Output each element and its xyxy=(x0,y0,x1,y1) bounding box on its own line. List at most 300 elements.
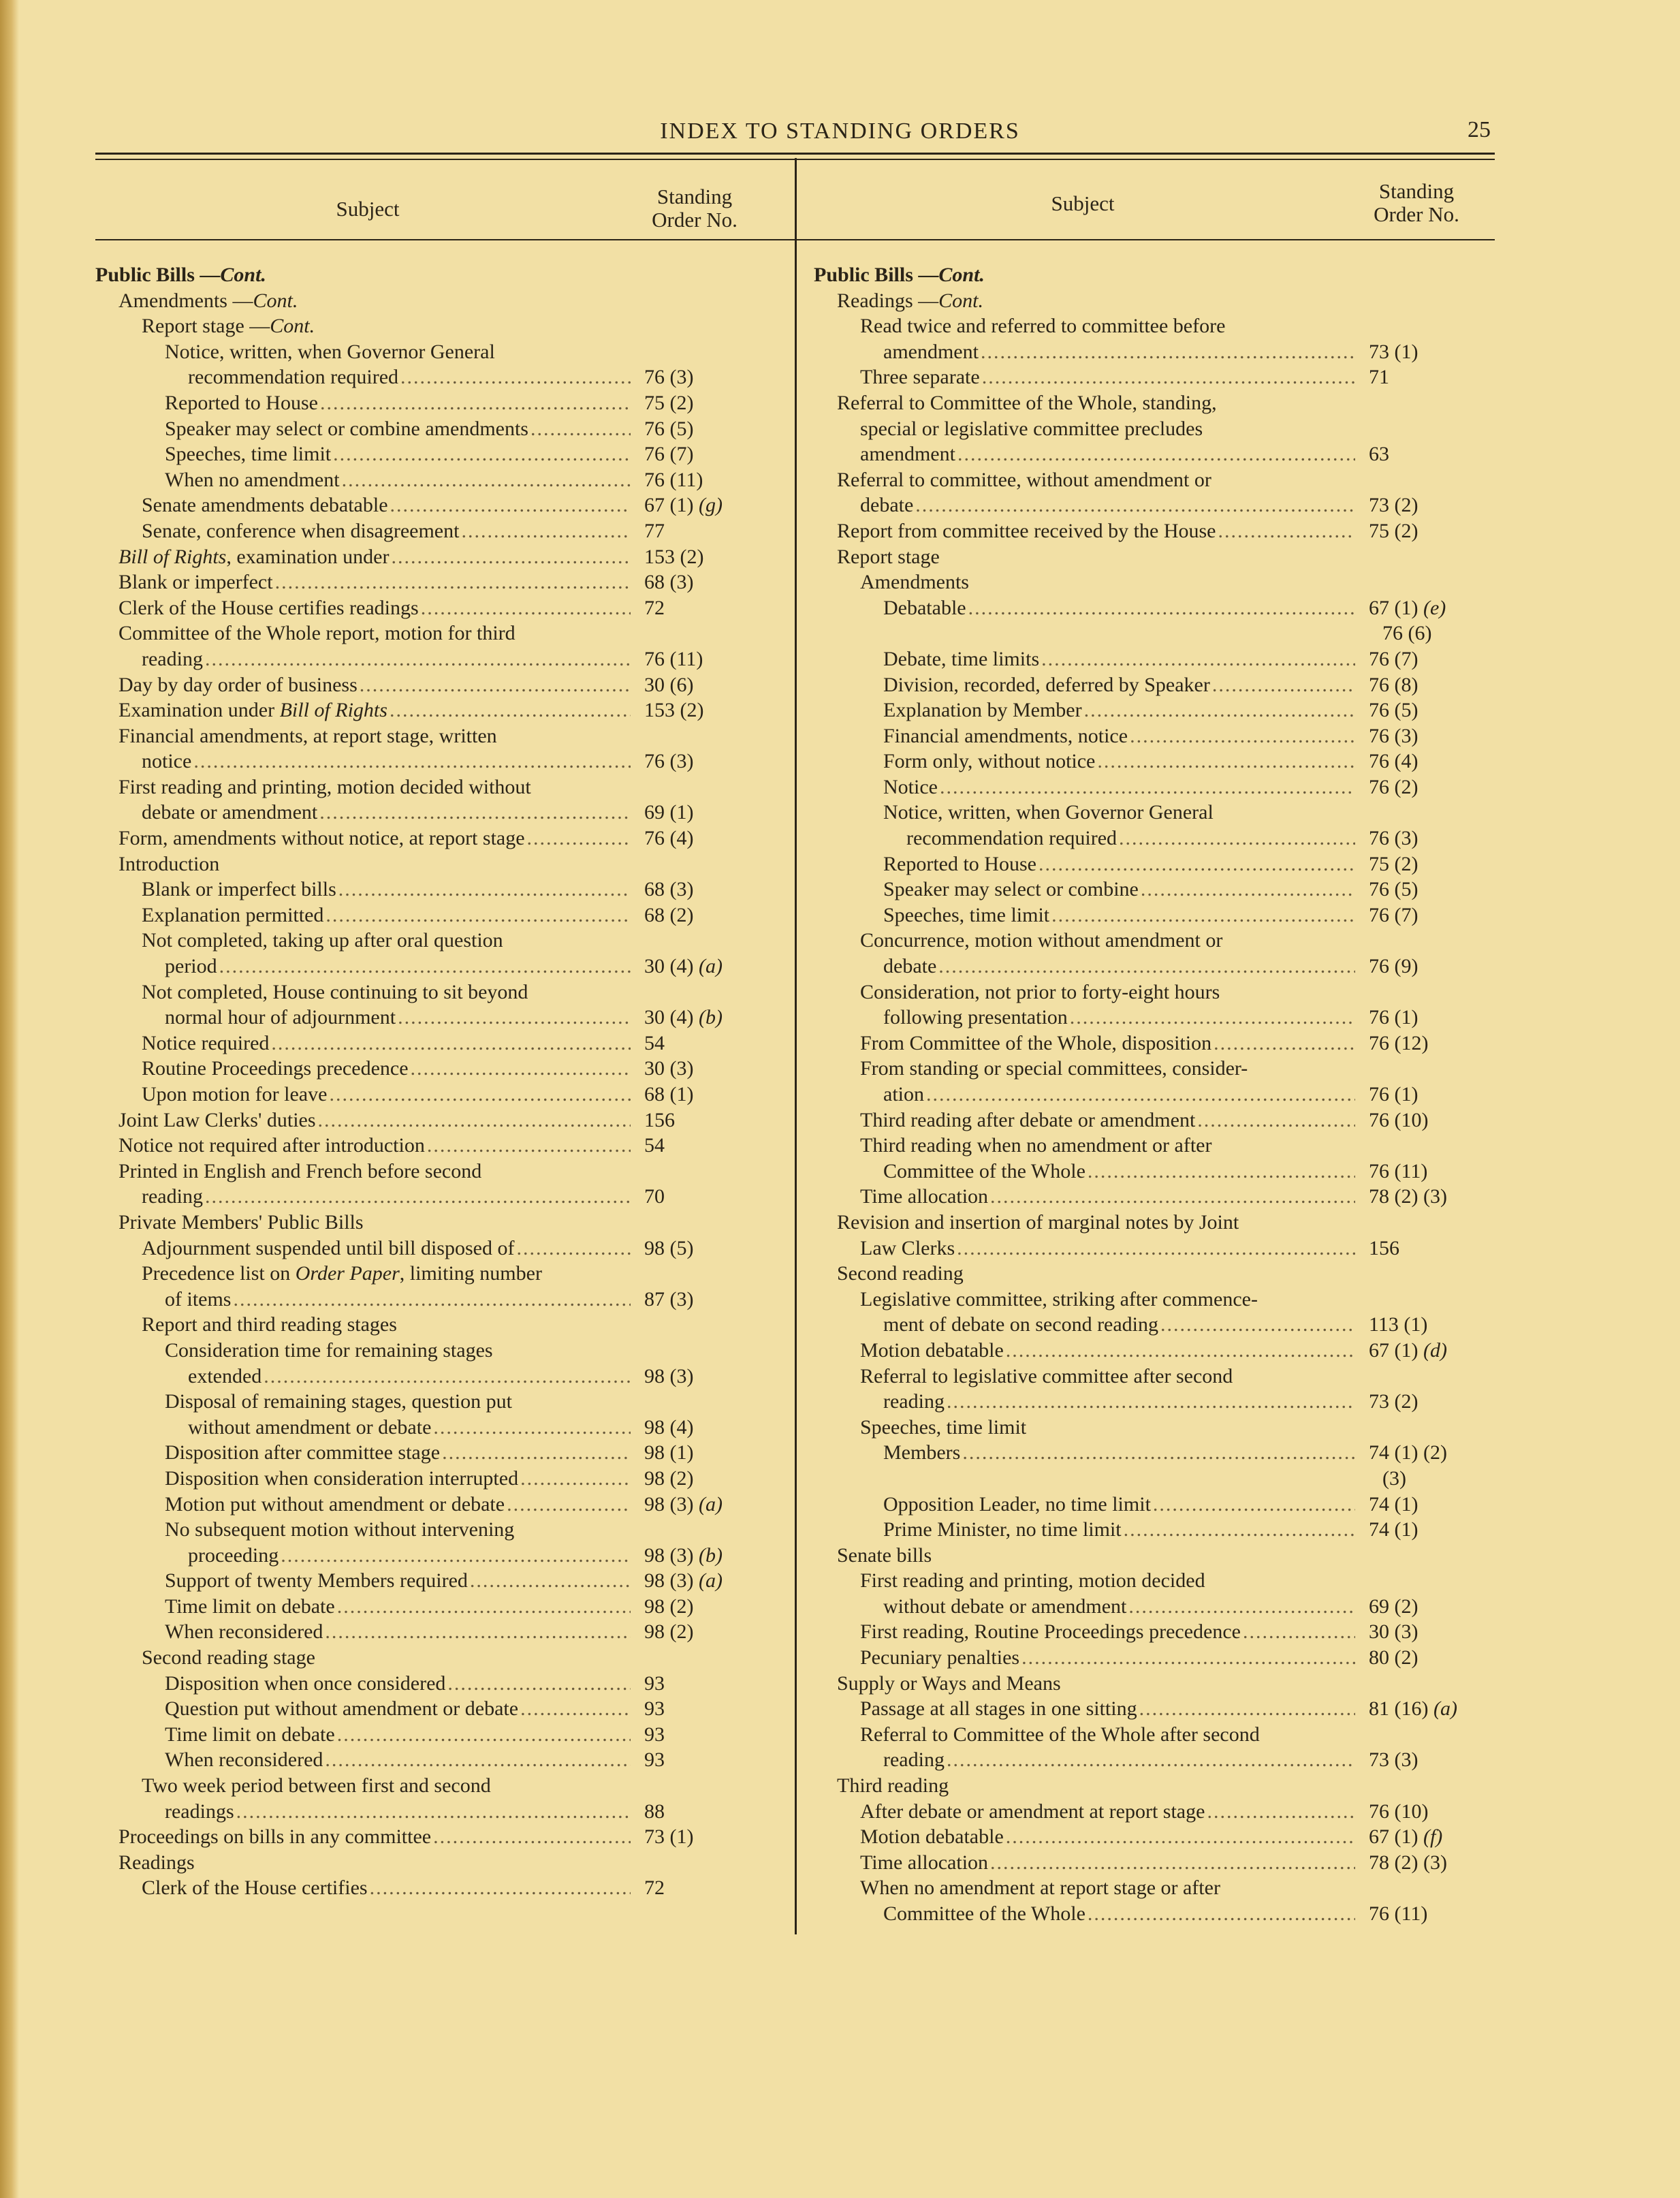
entry-text: When reconsidered xyxy=(165,1620,323,1644)
entry-text: Upon motion for leave xyxy=(142,1083,328,1105)
leader-dots xyxy=(433,1415,631,1441)
index-entry xyxy=(814,1722,1495,1773)
leader-dots xyxy=(370,1875,631,1901)
standing-order-ref: 81 (16) (a) xyxy=(1369,1697,1457,1721)
entry-text: debate or amendment xyxy=(142,801,318,824)
standing-order-ref: 54 xyxy=(644,1134,665,1157)
index-entry xyxy=(95,262,790,288)
leader-dots xyxy=(938,954,1355,979)
entry-text: Senate, conference when disagreement xyxy=(142,519,460,542)
entry-text: Introduction xyxy=(118,852,220,875)
leader-dots xyxy=(1041,646,1355,672)
leader-dots xyxy=(1097,749,1355,774)
index-entry xyxy=(814,749,1495,774)
index-entry xyxy=(814,697,1495,723)
entry-text: Passage at all stages in one sitting xyxy=(860,1697,1137,1721)
index-entry xyxy=(95,467,790,493)
standing-order-ref: 76 (3) xyxy=(1369,724,1419,747)
entry-text: Day by day order of business xyxy=(118,673,358,696)
entry-text: Motion put without amendment or debate xyxy=(165,1492,505,1516)
standing-order-ref: 93 xyxy=(644,1697,665,1721)
index-entry xyxy=(95,288,790,314)
entry-text: When no amendment xyxy=(165,468,340,491)
standing-order-ref: 98 (3) (a) xyxy=(644,1569,723,1592)
entry-text: Debatable xyxy=(883,596,966,619)
entry-text: When reconsidered xyxy=(165,1748,323,1772)
standing-order-ref: 67 (1) (d) xyxy=(1369,1338,1447,1362)
entry-text: amendment xyxy=(860,443,955,466)
entry-text: Members xyxy=(883,1441,961,1464)
standing-order-ref: 73 (3) xyxy=(1369,1748,1419,1772)
standing-order-ref: 93 xyxy=(644,1671,665,1695)
index-entry xyxy=(95,1850,790,1876)
leader-dots xyxy=(527,826,631,851)
standing-order-ref: 76 (5) xyxy=(644,417,694,440)
leader-dots xyxy=(329,1082,631,1108)
entry-text: Third reading xyxy=(837,1774,949,1797)
index-entry xyxy=(814,800,1495,851)
entry-text: Referral to legislative committee after second xyxy=(860,1364,1233,1387)
standing-order-ref: 78 (2) (3) xyxy=(1369,1185,1447,1208)
standing-order-ref: 76 (12) xyxy=(1369,1031,1429,1054)
entry-text: Amendments xyxy=(860,571,969,594)
leader-dots xyxy=(957,1236,1355,1261)
index-entry xyxy=(814,1031,1495,1056)
standing-order-ref: 76 (4) xyxy=(644,827,694,850)
entry-text: reading xyxy=(883,1390,945,1413)
standing-order-ref: 54 xyxy=(644,1031,665,1054)
standing-order-ref: 87 (3) xyxy=(644,1287,694,1310)
entry-text: Division, recorded, deferred by Speaker xyxy=(883,673,1210,696)
leader-dots xyxy=(1088,1901,1355,1927)
standing-order-ref: 76 (3) xyxy=(644,366,694,389)
entry-text: Prime Minister, no time limit xyxy=(883,1518,1122,1541)
standing-order-ref: 76 (10) xyxy=(1369,1800,1429,1823)
index-entry xyxy=(814,313,1495,364)
entry-text: recommendation required xyxy=(188,366,399,389)
entry-text: Report stage —Cont. xyxy=(142,315,315,338)
entry-text: Three separate xyxy=(860,366,980,389)
index-entry xyxy=(814,851,1495,877)
index-entry xyxy=(95,518,790,544)
index-entry xyxy=(814,569,1495,595)
entry-text: Time allocation xyxy=(860,1851,989,1874)
entry-text: ation xyxy=(883,1083,924,1106)
index-entry xyxy=(814,390,1495,467)
entry-text: Support of twenty Members required xyxy=(165,1569,468,1592)
leader-dots xyxy=(1088,1159,1355,1184)
entry-text: Bill of Rights, examination under xyxy=(118,545,390,568)
standing-order-ref: 93 xyxy=(644,1723,665,1746)
index-entry xyxy=(814,1133,1495,1184)
entry-text: debate xyxy=(883,955,937,978)
index-entry xyxy=(95,774,790,826)
entry-text: proceeding xyxy=(188,1543,279,1567)
standing-order-ref: 98 (2) xyxy=(644,1620,694,1644)
entry-text: Senate amendments debatable xyxy=(142,494,388,517)
leader-dots xyxy=(271,1031,631,1056)
index-entry xyxy=(95,723,790,774)
leader-dots xyxy=(193,749,631,774)
standing-order-ref: 76 (1) xyxy=(1369,1083,1419,1106)
entry-text: Form only, without notice xyxy=(883,750,1096,773)
index-entry xyxy=(814,1671,1495,1697)
leader-dots xyxy=(337,1722,631,1748)
standing-order-ref: 68 (3) xyxy=(644,571,694,594)
header-rule-top xyxy=(95,153,1495,155)
leader-dots xyxy=(325,1747,631,1773)
index-entry xyxy=(814,1108,1495,1133)
entry-text: ment of debate on second reading xyxy=(883,1313,1159,1336)
standing-order-ref: 98 (4) xyxy=(644,1415,694,1439)
index-entry xyxy=(95,1389,790,1440)
leader-dots xyxy=(264,1364,631,1390)
leader-dots xyxy=(1139,1696,1355,1722)
standing-order-ref: 80 (2) xyxy=(1369,1646,1419,1669)
leader-dots xyxy=(400,364,631,390)
leader-dots xyxy=(947,1747,1355,1773)
leader-dots xyxy=(990,1184,1355,1210)
index-entry xyxy=(95,595,790,621)
index-entry xyxy=(814,1210,1495,1261)
leader-dots xyxy=(333,441,631,467)
index-entry xyxy=(814,877,1495,902)
entry-text: Report and third reading stages xyxy=(142,1313,397,1336)
index-entry xyxy=(95,1747,790,1773)
index-entry xyxy=(814,1568,1495,1619)
entry-text: Committee of the Whole report, motion for third xyxy=(118,622,516,645)
entry-text: Proceedings on bills in any committee xyxy=(118,1825,432,1849)
leader-dots xyxy=(1006,1824,1355,1850)
index-entry xyxy=(95,928,790,979)
entry-text: of items xyxy=(165,1287,232,1310)
entry-text: extended xyxy=(188,1364,262,1387)
index-entry xyxy=(814,1364,1495,1415)
standing-order-ref: 73 (2) xyxy=(1369,1390,1419,1413)
standing-order-ref: 88 xyxy=(644,1800,665,1823)
standing-order-ref: 72 xyxy=(644,596,665,619)
standing-order-ref: 76 (2) xyxy=(1369,775,1419,798)
index-entry xyxy=(814,1850,1495,1876)
entry-text: Precedence list on Order Paper, limiting number xyxy=(142,1262,542,1285)
index-entry xyxy=(814,774,1495,800)
leader-dots xyxy=(940,774,1355,800)
standing-order-ref: 156 xyxy=(644,1108,675,1131)
entry-text: Second reading stage xyxy=(142,1646,315,1669)
entry-text: Third reading when no amendment or after xyxy=(860,1134,1212,1157)
index-entry xyxy=(814,902,1495,928)
right-subject-heading: Subject xyxy=(1051,191,1115,215)
standing-order-ref: 76 (5) xyxy=(1369,878,1419,901)
standing-order-ref: 153 (2) xyxy=(644,545,704,568)
entry-text: Disposition when consideration interrupted xyxy=(165,1466,519,1490)
entry-text: Explanation permitted xyxy=(142,903,324,926)
page-header-title: INDEX TO STANDING ORDERS xyxy=(660,119,1020,144)
leader-dots xyxy=(461,518,631,544)
leader-dots xyxy=(1197,1108,1355,1133)
index-entry xyxy=(814,1056,1495,1107)
entry-text: Blank or imperfect bills xyxy=(142,878,336,901)
entry-text: Debate, time limits xyxy=(883,647,1040,670)
entry-text: Speeches, time limit xyxy=(860,1415,1027,1439)
entry-text: Legislative committee, striking after commence- xyxy=(860,1287,1258,1310)
entry-text: Notice required xyxy=(142,1031,270,1054)
entry-text: notice xyxy=(142,750,192,773)
leader-dots xyxy=(360,672,631,698)
index-entry xyxy=(95,1722,790,1748)
entry-text: Read twice and referred to committee before xyxy=(860,315,1226,338)
entry-text: Pecuniary penalties xyxy=(860,1646,1020,1669)
entry-text: Notice, written, when Governor General xyxy=(165,340,495,363)
index-entry xyxy=(814,1492,1495,1518)
leader-dots xyxy=(1218,518,1355,544)
standing-order-ref: 69 (2) xyxy=(1369,1595,1419,1618)
entry-text: Committee of the Whole xyxy=(883,1902,1085,1926)
entry-text: Consideration, not prior to forty-eight hours xyxy=(860,980,1220,1003)
standing-order-ref: 30 (4) (b) xyxy=(644,1006,723,1029)
entry-text: Printed in English and French before second xyxy=(118,1159,482,1182)
entry-text: Private Members' Public Bills xyxy=(118,1210,364,1234)
index-entry xyxy=(814,1773,1495,1799)
leader-dots xyxy=(947,1389,1355,1415)
index-entry xyxy=(95,851,790,877)
standing-order-ref: 77 xyxy=(644,519,665,542)
standing-order-ref: 73 (2) xyxy=(1369,494,1419,517)
entry-text: Concurrence, motion without amendment or xyxy=(860,929,1223,952)
entry-text: Two week period between first and second xyxy=(142,1774,491,1797)
standing-order-ref: 98 (2) xyxy=(644,1466,694,1490)
index-entry xyxy=(95,1824,790,1850)
leader-dots xyxy=(391,544,631,570)
entry-text: Routine Proceedings precedence xyxy=(142,1057,409,1080)
leader-dots xyxy=(530,416,631,442)
index-entry xyxy=(95,1159,790,1210)
leader-dots xyxy=(1124,1517,1355,1543)
leader-dots xyxy=(1021,1645,1355,1671)
leader-dots xyxy=(411,1056,631,1082)
entry-text: Speaker may select or combine xyxy=(883,878,1139,901)
standing-order-ref: 98 (3) (b) xyxy=(644,1543,723,1567)
entry-text: Not completed, taking up after oral question xyxy=(142,929,503,952)
entry-text: Examination under Bill of Rights xyxy=(118,699,387,722)
leader-dots xyxy=(390,492,631,518)
standing-order-ref: 76 (1) xyxy=(1369,1006,1419,1029)
entry-text: period xyxy=(165,955,217,978)
entry-text: Reported to House xyxy=(165,391,318,414)
entry-text: First reading and printing, motion decided without xyxy=(118,775,531,798)
entry-text: Time limit on debate xyxy=(165,1723,335,1746)
entry-text: Report from committee received by the House xyxy=(837,519,1216,542)
entry-text: Revision and insertion of marginal notes by Joint xyxy=(837,1210,1239,1234)
standing-order-ref: 76 (10) xyxy=(1369,1108,1429,1131)
entry-text: Financial amendments, notice xyxy=(883,724,1128,747)
standing-order-ref: 113 (1) xyxy=(1369,1313,1428,1336)
entry-text: without amendment or debate xyxy=(188,1415,432,1439)
index-entry xyxy=(95,1492,790,1518)
index-entry xyxy=(814,262,1495,288)
index-entry xyxy=(95,1568,790,1594)
standing-order-ref: 76 (3) xyxy=(644,750,694,773)
standing-order-ref: 76 (7) xyxy=(644,443,694,466)
index-entry xyxy=(95,1645,790,1671)
leader-dots xyxy=(398,1005,631,1031)
leader-dots xyxy=(1214,1031,1355,1056)
leader-dots xyxy=(1130,723,1355,749)
entry-text: Disposition when once considered xyxy=(165,1671,446,1695)
entry-text: Consideration time for remaining stages xyxy=(165,1338,493,1362)
leader-dots xyxy=(447,1671,631,1697)
index-entry xyxy=(95,1108,790,1133)
entry-text: amendment xyxy=(883,340,979,363)
index-entry xyxy=(814,595,1495,646)
index-entry xyxy=(95,390,790,416)
index-entry xyxy=(95,1875,790,1901)
standing-order-ref: 74 (1) xyxy=(1369,1518,1419,1541)
standing-order-ref: 74 (1) (2) xyxy=(1369,1441,1447,1464)
index-entry xyxy=(814,1543,1495,1569)
leader-dots xyxy=(205,646,631,672)
entry-text: Adjournment suspended until bill disposed of xyxy=(142,1236,515,1259)
index-entry xyxy=(95,697,790,723)
right-standing-heading: Standing Order No. xyxy=(1374,179,1459,226)
entry-text: Disposal of remaining stages, question put xyxy=(165,1390,512,1413)
leader-dots xyxy=(990,1850,1355,1876)
leader-dots xyxy=(1051,902,1355,928)
leader-dots xyxy=(1207,1799,1355,1825)
index-entry xyxy=(95,902,790,928)
standing-order-ref: 30 (3) xyxy=(1369,1620,1419,1644)
entry-text: Law Clerks xyxy=(860,1236,955,1259)
index-entry xyxy=(814,1287,1495,1338)
entry-text: following presentation xyxy=(883,1006,1068,1029)
entry-text: When no amendment at report stage or after xyxy=(860,1877,1220,1900)
index-entry xyxy=(814,646,1495,672)
leader-dots xyxy=(326,902,631,928)
standing-order-ref: 98 (2) xyxy=(644,1595,694,1618)
leader-dots xyxy=(433,1824,631,1850)
entry-text: Opposition Leader, no time limit xyxy=(883,1492,1151,1516)
index-entry xyxy=(95,1696,790,1722)
leader-dots xyxy=(390,697,631,723)
leader-dots xyxy=(520,1466,631,1492)
entry-text: Notice, written, when Governor General xyxy=(883,801,1214,824)
leader-dots xyxy=(1153,1492,1355,1518)
index-entry xyxy=(95,1031,790,1056)
entry-text: First reading, Routine Proceedings precedence xyxy=(860,1620,1241,1644)
index-entry xyxy=(95,672,790,698)
entry-text: reading xyxy=(883,1748,945,1772)
standing-order-ref: 30 (6) xyxy=(644,673,694,696)
standing-order-ref: 76 (7) xyxy=(1369,647,1419,670)
leader-dots xyxy=(915,492,1355,518)
entry-text: Motion debatable xyxy=(860,1825,1004,1849)
standing-order-ref: 68 (1) xyxy=(644,1083,694,1105)
leader-dots xyxy=(1006,1338,1355,1364)
entry-text: Clerk of the House certifies readings xyxy=(118,596,419,619)
entry-text: From Committee of the Whole, disposition xyxy=(860,1031,1212,1054)
entry-text: Speaker may select or combine amendments xyxy=(165,417,528,440)
standing-order-ref: 76 (5) xyxy=(1369,699,1419,722)
leader-dots xyxy=(337,1594,631,1620)
entry-text: Public Bills —Cont. xyxy=(95,264,266,286)
standing-order-ref: 76 (11) xyxy=(1369,1159,1428,1182)
index-entry xyxy=(95,621,790,672)
standing-order-ref: 73 (1) xyxy=(644,1825,694,1849)
entry-text: After debate or amendment at report stage xyxy=(860,1800,1205,1823)
index-entry xyxy=(814,1799,1495,1825)
left-standing-heading: Standing Order No. xyxy=(652,185,738,232)
index-entry xyxy=(95,1671,790,1697)
leader-dots xyxy=(516,1236,631,1261)
leader-dots xyxy=(421,595,631,621)
entry-text: Senate bills xyxy=(837,1543,932,1567)
standing-order-ref: 68 (3) xyxy=(644,878,694,901)
index-entry xyxy=(814,1645,1495,1671)
entry-text: Readings —Cont. xyxy=(837,289,984,312)
entry-text: Referral to Committee of the Whole, standing, xyxy=(837,391,1217,414)
index-entry xyxy=(814,1338,1495,1364)
index-entry xyxy=(95,416,790,442)
leader-dots xyxy=(1070,1005,1355,1031)
entry-text: Form, amendments without notice, at report stage xyxy=(118,827,525,850)
index-entry xyxy=(95,1466,790,1492)
column-divider xyxy=(795,158,797,1934)
standing-order-ref: 67 (1) (g) xyxy=(644,494,723,517)
leader-dots xyxy=(962,1440,1355,1466)
index-entry xyxy=(95,877,790,902)
entry-text: Financial amendments, at report stage, written xyxy=(118,724,497,747)
standing-order-ref: 69 (1) xyxy=(644,801,694,824)
entry-text: From standing or special committees, consider- xyxy=(860,1057,1248,1080)
index-entry xyxy=(814,672,1495,698)
entry-text: Supply or Ways and Means xyxy=(837,1671,1061,1695)
standing-order-ref-continued: (3) xyxy=(1382,1466,1406,1490)
index-entry xyxy=(95,569,790,595)
standing-order-ref: 71 xyxy=(1369,366,1389,389)
leader-dots xyxy=(318,1108,631,1133)
page-edge xyxy=(0,0,19,2198)
index-entry xyxy=(814,1619,1495,1645)
entry-text: Disposition after committee stage xyxy=(165,1441,441,1464)
leader-dots xyxy=(442,1440,631,1466)
index-entry xyxy=(814,1415,1495,1441)
standing-order-ref: 76 (7) xyxy=(1369,903,1419,926)
entry-text: reading xyxy=(142,1185,203,1208)
entry-text: Time allocation xyxy=(860,1185,989,1208)
index-entry xyxy=(95,492,790,518)
leader-dots xyxy=(319,800,631,826)
standing-order-ref: 156 xyxy=(1369,1236,1399,1259)
standing-order-ref: 98 (5) xyxy=(644,1236,694,1259)
index-entry xyxy=(95,826,790,851)
leader-dots xyxy=(342,467,631,493)
entry-text: reading xyxy=(142,647,203,670)
index-entry xyxy=(814,979,1495,1031)
standing-order-ref: 98 (3) (a) xyxy=(644,1492,723,1516)
standing-order-ref: 63 xyxy=(1369,443,1389,466)
entry-text: Time limit on debate xyxy=(165,1595,335,1618)
index-entry xyxy=(814,518,1495,544)
index-entry xyxy=(814,364,1495,390)
leader-dots xyxy=(968,595,1355,621)
index-entry xyxy=(95,1210,790,1236)
entry-text: Notice not required after introduction xyxy=(118,1134,425,1157)
leader-dots xyxy=(926,1082,1355,1108)
standing-order-ref: 70 xyxy=(644,1185,665,1208)
leader-dots xyxy=(219,954,631,979)
index-entry xyxy=(95,1236,790,1261)
index-entry xyxy=(95,979,790,1031)
